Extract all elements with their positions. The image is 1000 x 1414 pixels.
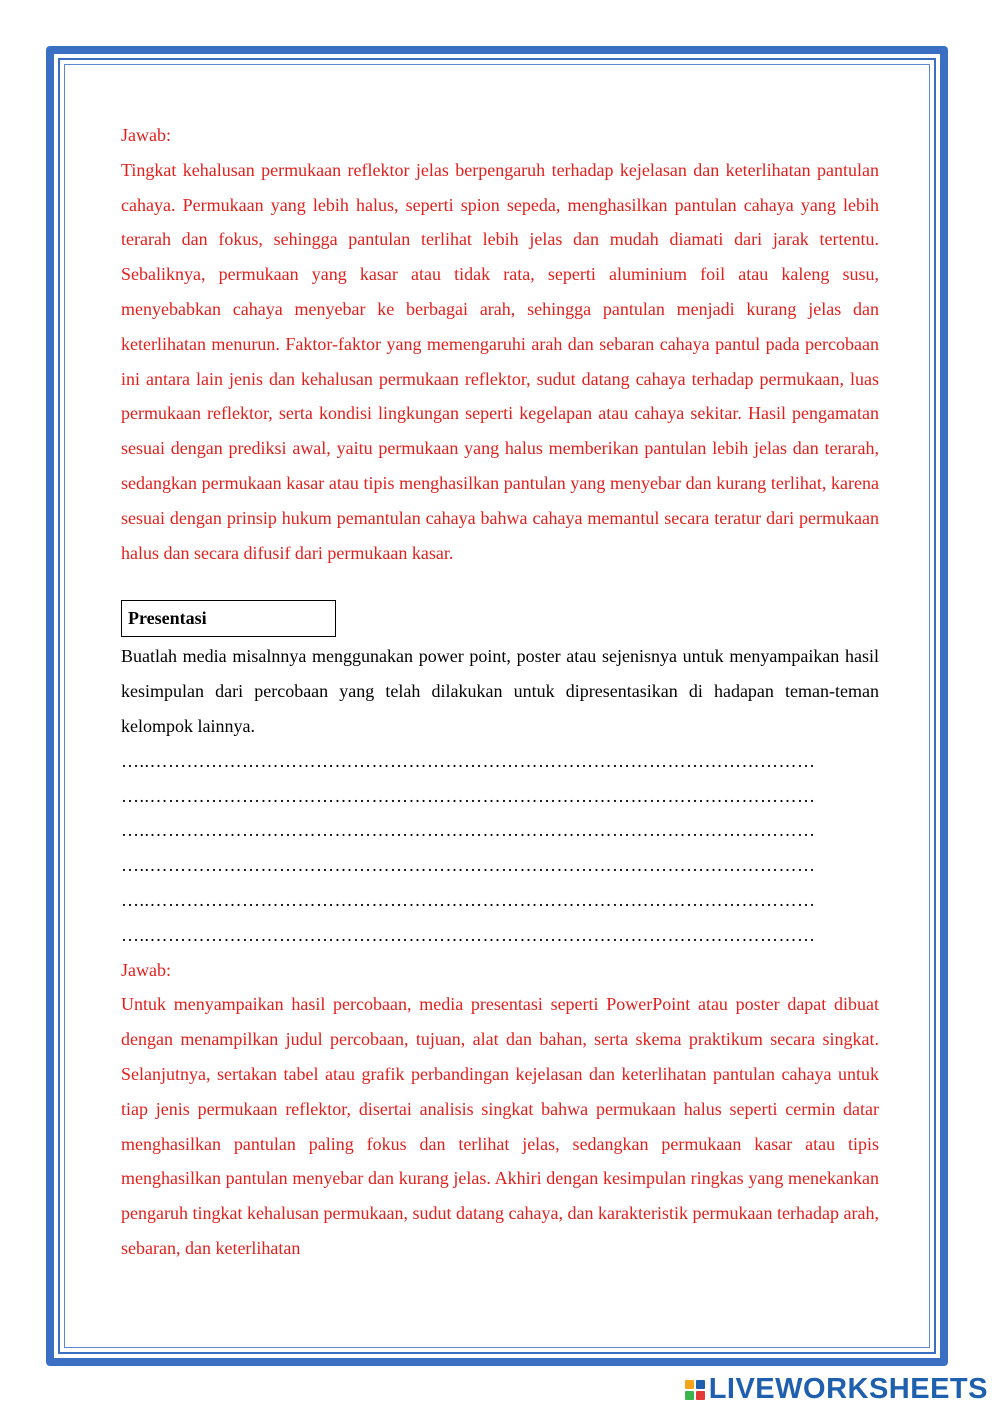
watermark-text: LIVEWORKSHEETS bbox=[708, 1373, 988, 1405]
answer-line[interactable]: …..……………………………………………………………………………………………… bbox=[121, 820, 816, 841]
answer-label: Jawab: bbox=[121, 959, 171, 980]
answer-label: Jawab: bbox=[121, 125, 171, 145]
answer-line[interactable]: …..……………………………………………………………………………………………… bbox=[121, 785, 816, 806]
section-heading: Presentasi bbox=[128, 608, 207, 629]
spacer bbox=[121, 570, 879, 600]
answer-text: Tingkat kehalusan permukaan reflektor jelas berpengaruh terhadap kejelasan dan keterlihatan pantulan cahaya. Permukaan yang lebih halus, seperti spion sepeda, menghasilkan pantulan cahaya yang lebih terarah dan fokus, sehingga pantulan terlihat lebih jelas dan mudah diamati dari jarak tertentu. Sebaliknya, permukaan yang kasar atau tidak rata, seperti aluminium foil atau kaleng susu, menyebabkan cahaya menyebar ke berbagai arah, sehingga pantulan menjadi kurang jelas dan keterlihatan menurun. Faktor-faktor yang memengaruhi arah dan sebaran cahaya pantul pada percobaan ini antara lain jenis dan kehalusan permukaan reflektor, sudut datang cahaya terhadap permukaan, luas permukaan reflektor, serta kondisi lingkungan seperti kegelapan atau cahaya sekitar. Hasil pengamatan sesuai dengan prediksi awal, yaitu permukaan yang halus memberikan pantulan lebih jelas dan terarah, sedangkan permukaan kasar atau tipis menghasilkan pantulan yang menyebar dan kurang terlihat, karena sesuai dengan prinsip hukum pemantulan cahaya bahwa cahaya memantul secara teratur dari permukaan halus dan secara difusif dari permukaan kasar. bbox=[121, 159, 879, 563]
answer-text: Untuk menyampaikan hasil percobaan, media presentasi seperti PowerPoint atau poster dapat dibuat dengan menampilkan judul percobaan, tujuan, alat dan bahan, serta skema praktikum secara singkat. Selanjutnya, sertakan tabel atau grafik perbandingan kejelasan dan keterlihatan pantulan cahaya untuk tiap jenis permukaan reflektor, disertai analisis singkat bahwa permukaan halus seperti cermin datar menghasilkan pantulan paling fokus dan terlihat jelas, sedangkan permukaan kasar atau tipis menghasilkan pantulan menyebar dan kurang jelas. Akhiri dengan kesimpulan ringkas yang menekankan pengaruh tingkat kehalusan permukaan, sudut datang cahaya, dan karakteristik permukaan terhadap arah, sebaran, dan keterlihatan bbox=[121, 994, 879, 1258]
answer-line[interactable]: …..……………………………………………………………………………………………… bbox=[121, 750, 816, 771]
section-heading-box bbox=[121, 600, 336, 637]
liveworksheets-watermark bbox=[685, 1373, 988, 1406]
answer-line[interactable]: …..……………………………………………………………………………………………… bbox=[121, 855, 816, 876]
liveworksheets-logo-icon bbox=[685, 1380, 705, 1400]
answer-lines bbox=[121, 744, 879, 953]
worksheet-content bbox=[121, 118, 879, 1266]
answer-line[interactable]: …..……………………………………………………………………………………………… bbox=[121, 924, 816, 945]
answer-line[interactable]: …..……………………………………………………………………………………………… bbox=[121, 889, 816, 910]
instruction-text: Buatlah media misalnnya menggunakan power point, poster atau sejenisnya untuk menyampaikan hasil kesimpulan dari percobaan yang telah dilakukan untuk dipresentasikan di hadapan teman-teman kelompok lainnya. bbox=[121, 646, 879, 736]
